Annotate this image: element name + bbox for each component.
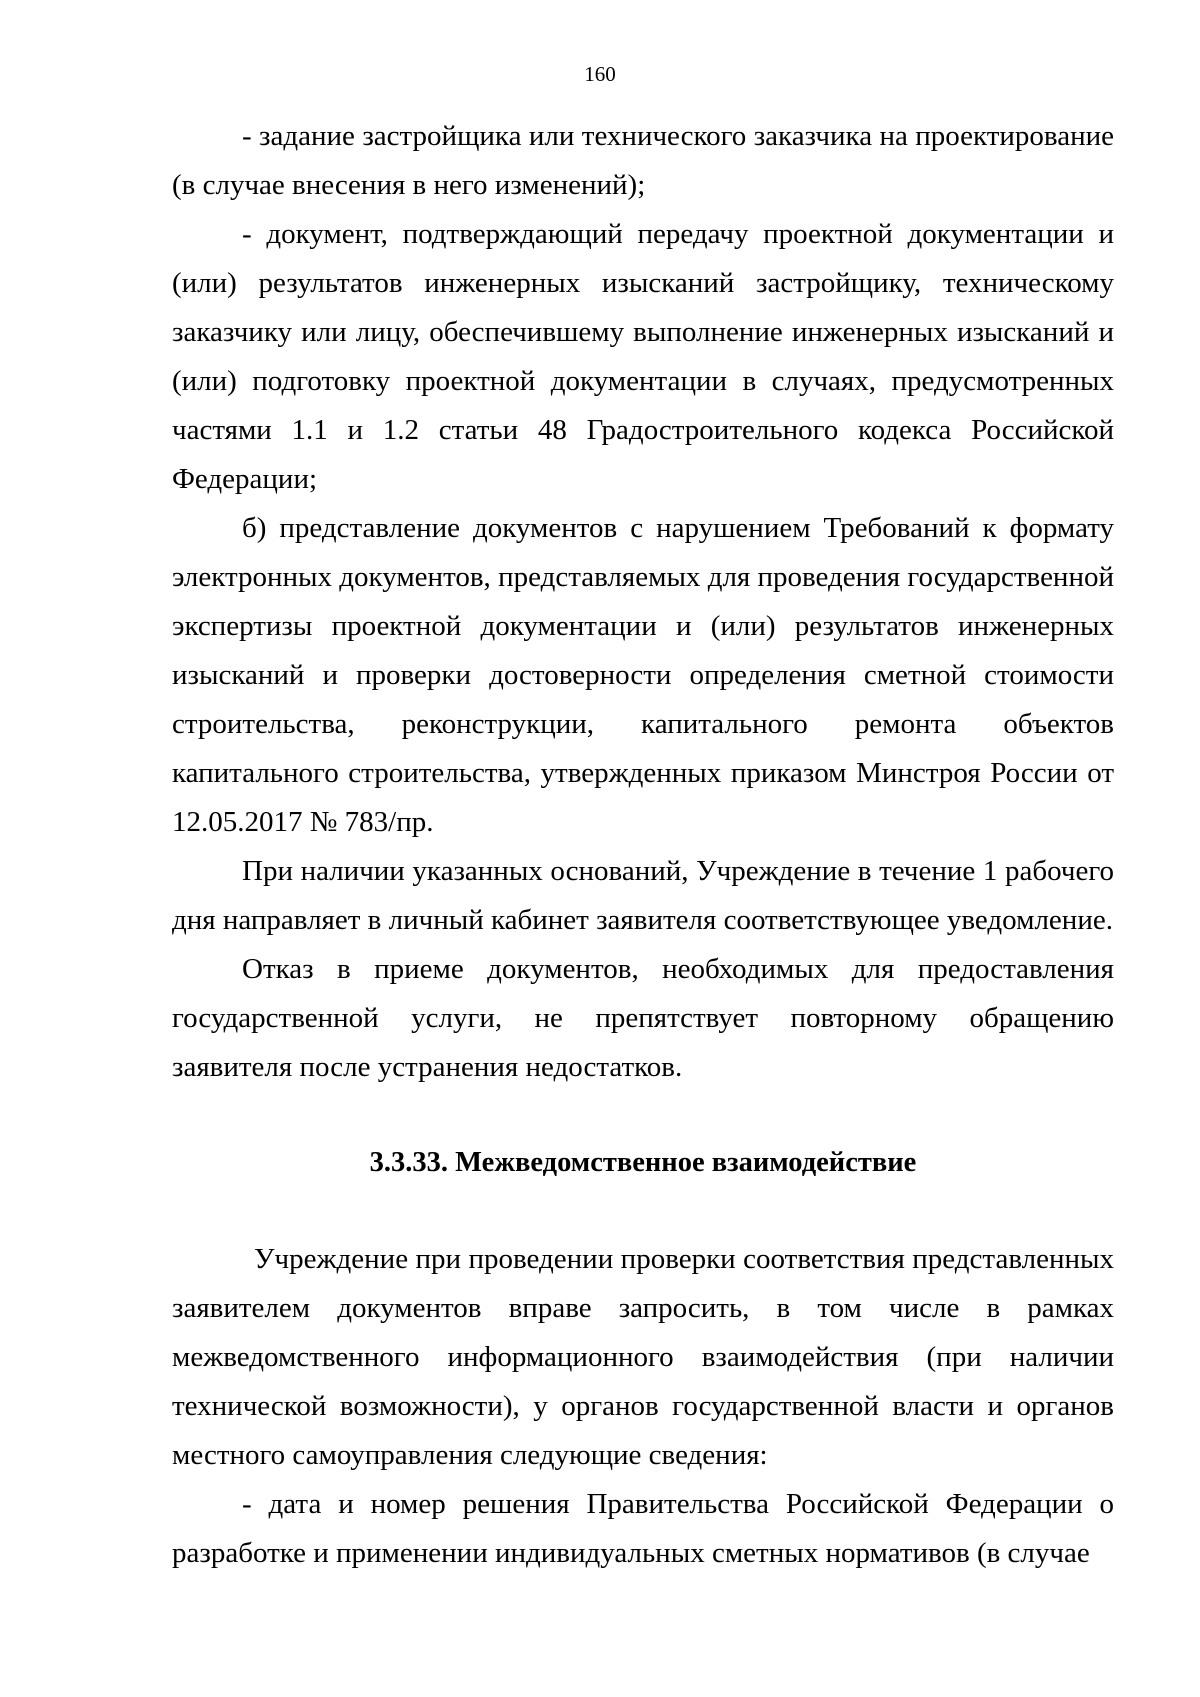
paragraph-refusal: Отказ в приеме документов, необходимых для предоставления государственной услуги, не препятствует повторному обращению заявителя после устранения недостатков. xyxy=(172,953,1114,1083)
paragraph-notification: При наличии указанных оснований, Учреждение в течение 1 рабочего дня направляет в личный кабинет заявителя соответствующее уведомление. xyxy=(172,855,1114,936)
section-heading: 3.3.33. Межведомственное взаимодействие xyxy=(369,1147,917,1178)
paragraph-government-decision: - дата и номер решения Правительства Российской Федерации о разработке и применении индивидуальных сметных нормативов (в случае xyxy=(172,1488,1114,1569)
paragraph-transfer-document: - документ, подтверждающий передачу проектной документации и (или) результатов инженерных изысканий застройщику, техническому заказчику или лицу, обеспечившему выполнение инженерных изысканий и (или) подготовку проектной документации в случаях, предусмотренных частями 1.1 и 1.2 статьи 48 Градостроительного кодекса Российской Федерации; xyxy=(172,218,1114,495)
paragraph-interagency-request: Учреждение при проведении проверки соответствия представленных заявителем документов вправе запросить, в том числе в рамках межведомственного информационного взаимодействия (при наличии технической возможности), у органов государственной власти и органов местного самоуправления следующие сведения: xyxy=(172,1243,1114,1471)
paragraph-design-assignment: - задание застройщика или технического заказчика на проектирование (в случае внесения в него изменений); xyxy=(172,120,1114,201)
document-body xyxy=(172,112,1114,1578)
paragraph-format-violation: б) представление документов с нарушением Требований к формату электронных документов, представляемых для проведения государственной экспертизы проектной документации и (или) результатов инженерных изысканий и проверки достоверности определения сметной стоимости строительства, реконструкции, капитального ремонта объектов капитального строительства, утвержденных приказом Минстроя России от 12.05.2017 № 783/пр. xyxy=(172,512,1114,838)
page-number: 160 xyxy=(584,62,616,86)
